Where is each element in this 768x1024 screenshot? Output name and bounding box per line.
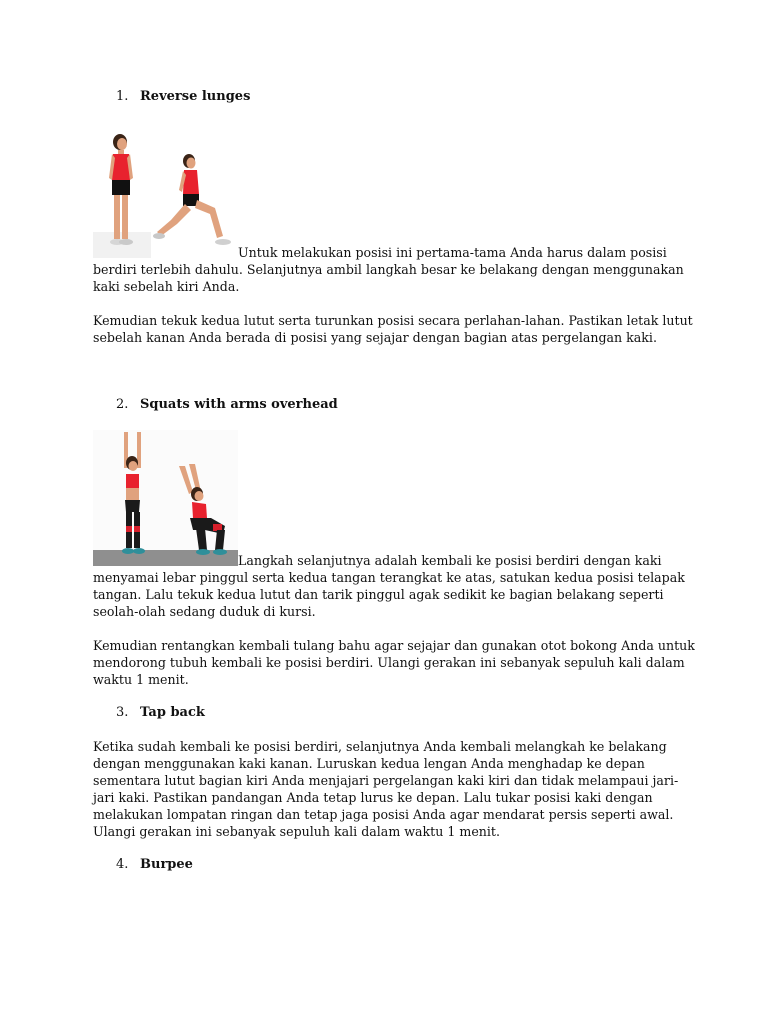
- section-2-paragraph-1: [93, 552, 683, 620]
- section-3-heading: [116, 705, 205, 721]
- text-line: berdiri terlebih dahulu. Selanjutnya ambil langkah besar ke belakang dengan menggunakan: [93, 262, 684, 277]
- text-line: sementara lutut bagian kiri Anda menjajari pergelangan kaki kiri dan tidak melampaui jari-: [93, 773, 679, 788]
- text-line: Ulangi gerakan ini sebanyak sepuluh kali dalam waktu 1 menit.: [93, 824, 500, 839]
- text-line: melakukan lompatan ringan dan tetap jaga posisi Anda agar mendarat persis seperti awal.: [93, 807, 674, 822]
- section-3-title: Tap back: [140, 705, 205, 720]
- section-4-heading: [116, 857, 193, 873]
- overhead-squat-photo: [93, 430, 238, 566]
- section-2-heading: [116, 397, 338, 413]
- text-line: mendorong tubuh kembali ke posisi berdiri. Ulangi gerakan ini sebanyak sepuluh kali dalam: [93, 655, 685, 670]
- section-1-number: 1.: [116, 89, 129, 104]
- section-1-paragraph-2: [93, 312, 693, 346]
- section-1-heading: [116, 89, 250, 105]
- section-2-paragraph-2: [93, 637, 695, 688]
- section-1-paragraph-1: [93, 244, 683, 295]
- text-line: jari kaki. Pastikan pandangan Anda tetap lurus ke depan. Lalu tukar posisi kaki dengan: [93, 790, 653, 805]
- text-line: Kemudian rentangkan kembali tulang bahu agar sejajar dan gunakan otot bokong Anda untuk: [93, 638, 695, 653]
- section-2-title: Squats with arms overhead: [140, 397, 338, 412]
- section-3-paragraph-1: [93, 738, 683, 840]
- section-4-number: 4.: [116, 857, 129, 872]
- section-1-title: Reverse lunges: [140, 89, 251, 104]
- text-line: Ketika sudah kembali ke posisi berdiri, selanjutnya Anda kembali melangkah ke belakang: [93, 739, 667, 754]
- text-line: dengan menggunakan kaki kanan. Luruskan kedua lengan Anda menghadap ke depan: [93, 756, 645, 771]
- section-4-title: Burpee: [140, 857, 193, 872]
- text-line: tangan. Lalu tekuk kedua lutut dan tarik pinggul agak sedikit ke bagian belakang seperti: [93, 587, 664, 602]
- section-3-number: 3.: [116, 705, 129, 720]
- text-line: menyamai lebar pinggul serta kedua tangan terangkat ke atas, satukan kedua posisi telapak: [93, 570, 685, 585]
- section-2-number: 2.: [116, 397, 129, 412]
- text-line: Untuk melakukan posisi ini pertama-tama Anda harus dalam posisi: [238, 245, 667, 260]
- text-line: Kemudian tekuk kedua lutut serta turunkan posisi secara perlahan-lahan. Pastikan letak lutut: [93, 313, 693, 328]
- text-line: sebelah kanan Anda berada di posisi yang sejajar dengan bagian atas pergelangan kaki.: [93, 330, 657, 345]
- reverse-lunge-photo: [93, 124, 238, 258]
- text-line: kaki sebelah kiri Anda.: [93, 279, 240, 294]
- text-line: seolah-olah sedang duduk di kursi.: [93, 604, 316, 619]
- text-line: waktu 1 menit.: [93, 672, 189, 687]
- text-line: Langkah selanjutnya adalah kembali ke posisi berdiri dengan kaki: [238, 553, 662, 568]
